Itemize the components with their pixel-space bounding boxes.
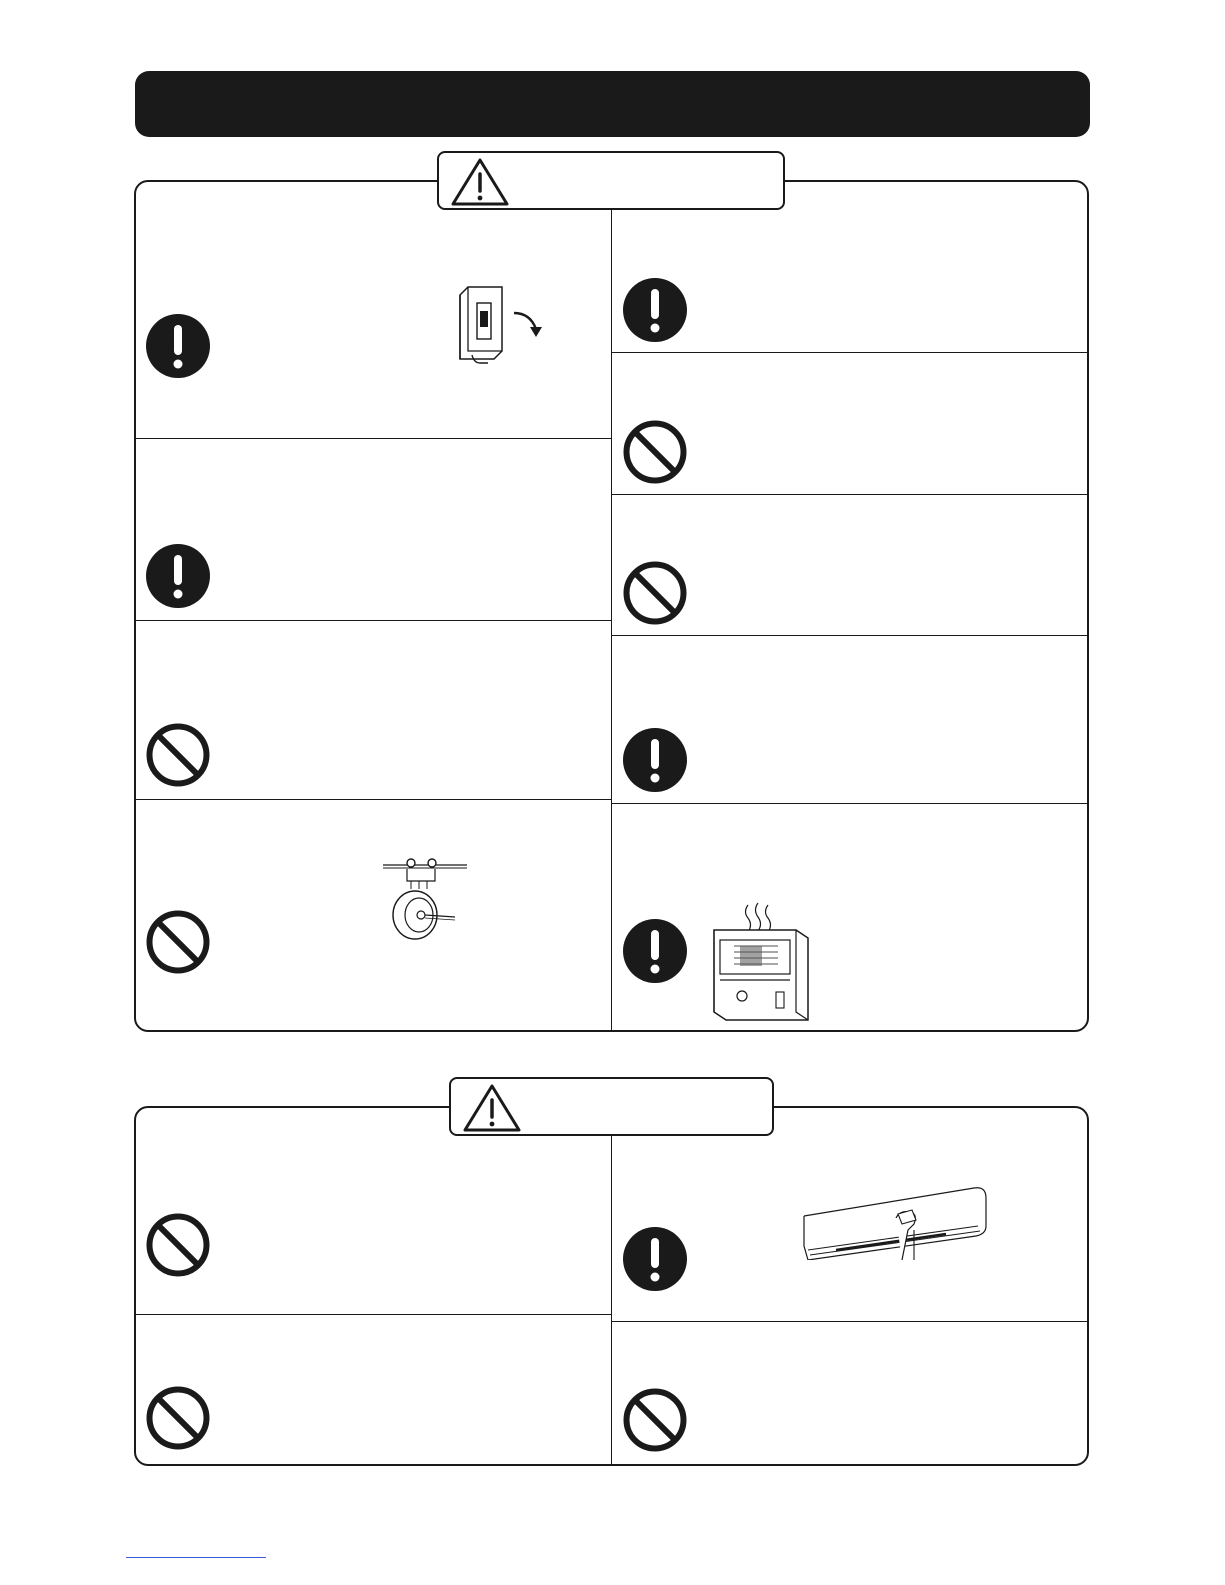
row-divider xyxy=(136,438,611,439)
space-heater-illustration xyxy=(706,900,821,1025)
prohibited-icon xyxy=(622,560,688,626)
row-divider xyxy=(136,1314,611,1315)
mandatory-icon xyxy=(622,1226,688,1292)
page-title-bar xyxy=(135,71,1090,137)
prohibited-icon xyxy=(145,1212,211,1278)
row-divider xyxy=(612,1321,1087,1322)
prohibited-icon xyxy=(145,909,211,975)
row-divider xyxy=(612,352,1087,353)
prohibited-icon xyxy=(145,722,211,788)
warning-triangle-icon xyxy=(450,157,510,207)
row-divider xyxy=(136,799,611,800)
warning-column-divider xyxy=(611,210,612,1030)
warning-section-tab xyxy=(437,151,785,210)
caution-section-tab xyxy=(449,1077,774,1136)
mandatory-icon xyxy=(622,727,688,793)
row-divider xyxy=(612,494,1087,495)
mandatory-icon xyxy=(145,543,211,609)
mandatory-icon xyxy=(622,277,688,343)
prohibited-icon xyxy=(145,1385,211,1451)
warning-triangle-icon xyxy=(462,1083,522,1133)
caution-column-divider xyxy=(611,1136,612,1464)
mandatory-icon xyxy=(622,918,688,984)
prohibited-icon xyxy=(622,419,688,485)
prohibited-icon xyxy=(622,1387,688,1453)
row-divider xyxy=(612,803,1087,804)
row-divider xyxy=(612,635,1087,636)
row-divider xyxy=(136,620,611,621)
footer-link-underline[interactable] xyxy=(126,1557,266,1558)
circuit-breaker-illustration xyxy=(450,283,550,368)
indoor-unit-cleaning-illustration xyxy=(796,1180,991,1260)
pipe-mounted-unit-illustration xyxy=(377,855,472,955)
mandatory-icon xyxy=(145,313,211,379)
